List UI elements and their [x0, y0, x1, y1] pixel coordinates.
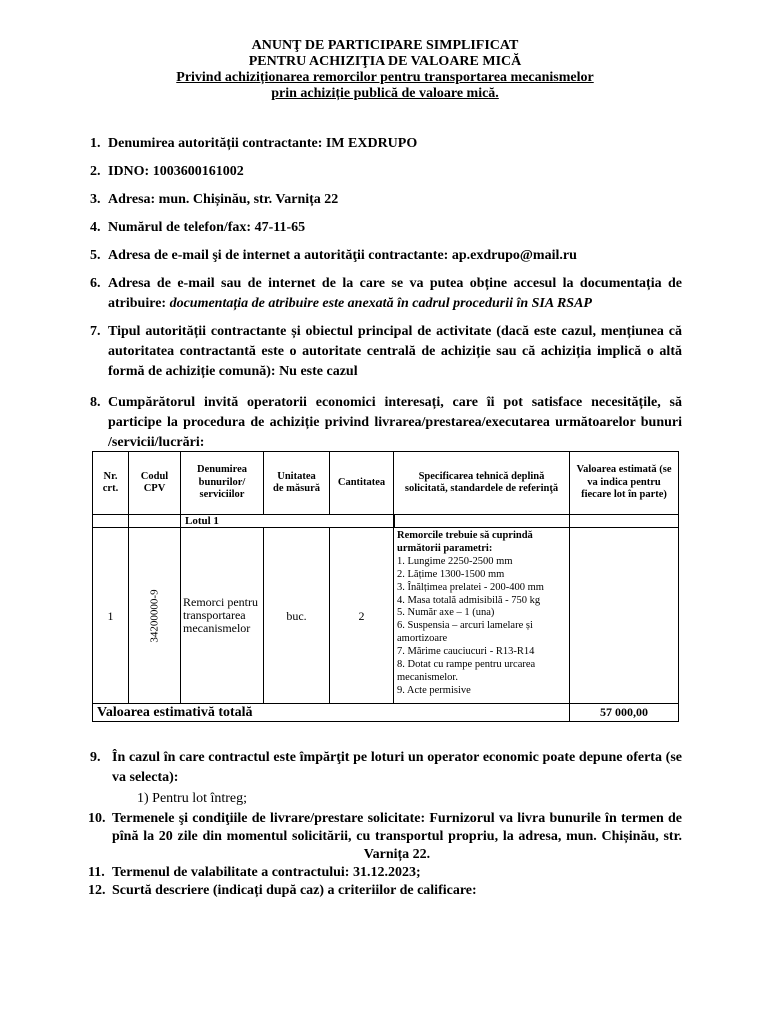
spec-line: 1. Lungime 2250-2500 mm: [397, 555, 513, 567]
lot-cell-nr: [92, 514, 129, 528]
lot-cell-spec: [393, 514, 570, 528]
procurement-table: [92, 451, 679, 722]
th-cpv: Codul CPV: [128, 451, 181, 515]
subtitle-line-2: prin achiziție publică de valoare mică.: [271, 86, 499, 101]
row-cpv: 34200000-9: [128, 527, 181, 704]
spec-line: 3. Înălțimea prelatei - 200-400 mm: [397, 581, 544, 593]
th-nr: Nr. crt.: [92, 451, 129, 515]
th-unitate: Unitatea de măsură: [263, 451, 330, 515]
row-nr: 1: [92, 527, 129, 704]
spec-line: 7. Mărime cauciucuri - R13-R14: [397, 646, 535, 658]
total-label: Valoarea estimativă totală: [92, 703, 570, 722]
title-line-2: PENTRU ACHIZIŢIA DE VALOARE MICĂ: [248, 54, 522, 69]
lot-cell-val: [569, 514, 679, 528]
th-cantitate: Cantitatea: [329, 451, 394, 515]
row-cantitate: 2: [329, 527, 394, 704]
spec-line: 9. Acte permisive: [397, 684, 471, 696]
title-line-1: ANUNŢ DE PARTICIPARE SIMPLIFICAT: [251, 38, 519, 53]
spec-line: 2. Lățime 1300-1500 mm: [397, 568, 505, 580]
th-denumire: Denumirea bunurilor/ serviciilor: [180, 451, 264, 515]
subtitle-line-1: Privind achiziționarea remorcilor pentru transportarea mecanismelor: [176, 70, 594, 85]
spec-line: 5. Număr axe – 1 (una): [397, 607, 495, 619]
row-specificare: [393, 527, 570, 704]
spec-title: Remorcile trebuie să cuprindă următorii parametri:: [397, 530, 533, 554]
spec-line: 6. Suspensia – arcuri lamelare și amortizoare: [397, 620, 533, 645]
row-denumire: Remorci pentru transportarea mecanismelor: [180, 527, 264, 704]
th-specificare: Specificarea tehnică deplină solicitată, standardele de referinţă: [393, 451, 570, 515]
lot-label: Lotul 1: [180, 514, 395, 528]
spec-line: 4. Masa totală admisibilă - 750 kg: [397, 594, 541, 606]
row-valoare: [569, 527, 679, 704]
row-unitate: buc.: [263, 527, 330, 704]
item-9-option: 1) Pentru lot întreg;: [137, 791, 248, 806]
th-valoare: Valoarea estimată (se va indica pentru fiecare lot în parte): [569, 451, 679, 515]
spec-line: 8. Dotat cu rampe pentru urcarea mecanismelor.: [397, 659, 536, 683]
total-value: 57 000,00: [569, 703, 679, 722]
lot-cell-cpv: [128, 514, 181, 528]
document-page: ANUNŢ DE PARTICIPARE SIMPLIFICAT PENTRU ACHIZIŢIA DE VALOARE MICĂ Privind achiziționarea remorcilor pentru transportarea mecanismelor prin achiziție publică de valoare mică. 1. Denumirea autorității contractante: IM EXDRUPO 2. IDNO: 1003600161002 3. Adresa: mun. Chișinău, str. Varnița 22 4. Numărul de telefon/fax: 47-11-65 5. Adresa de e-mail şi de internet a autorităţii contractante: ap.exdrupo@mail.ru 6. Adresa de e-mail sau de internet de la care se va putea obține accesul la documentația de atribuire: documentația de atribuire este anexată în cadrul procedurii în SIA RSAP 7. Tipul autorității contractante și obiectul principal de activitate (dacă este cazul, mențiunea că autoritatea contractantă este o autoritate centrală de achiziție sau că achiziția implică o altă formă de achiziție comună): Nu este cazul 8. Cumpărătorul invită operatorii economici interesați, care îi pot satisface necesitățile, să participe la procedura de achiziție privind livrarea/prestarea/executarea următoarelor bunuri /servicii/lucrări: Nr. crt. Codul CPV Denumirea bunurilor/ serviciilor Unitatea de măsură Cantitatea Specificarea tehnică deplină solicitată, standardele de referinţă Valoarea estimată (se va indica pentru fiecare lot în parte) Lotul 1 1 34200000-9 Remorci pentru transportarea mecanismelor buc. 2 Remorcile trebuie să cuprindă următorii parametri: 1. Lungime 2250-2500 mm 2. Lățime 1300-1500 mm 3. Înălțimea prelatei - 200-400 mm 4. Masa totală admisibilă - 750 kg 5. Număr axe – 1 (una) 6. Suspensia – arcuri lamelare și amortizoare 7. Mărime cauciucuri - R13-R14 8. Dotat cu rampe pentru urcarea mecanismelor. 9. Acte permisive Valoarea estimativă totală 57 000,00 9. În cazul în care contractul este împărţit pe loturi un operator economic poate depune oferta (se va selecta): 1) Pentru lot întreg; 10. Termenele şi condiţiile de livrare/prestare solicitate: Furnizorul va livra bunurile în termen de pînă la 20 zile din momentul solicitării, cu transportul propriu, la adresa, mun. Chișinău, str. Varnița 22. 11. Termenul de valabilitate a contractului: 31.12.2023; 12. Scurtă descriere (indicați după caz) a criteriilor de calificare:: [0, 0, 770, 1024]
